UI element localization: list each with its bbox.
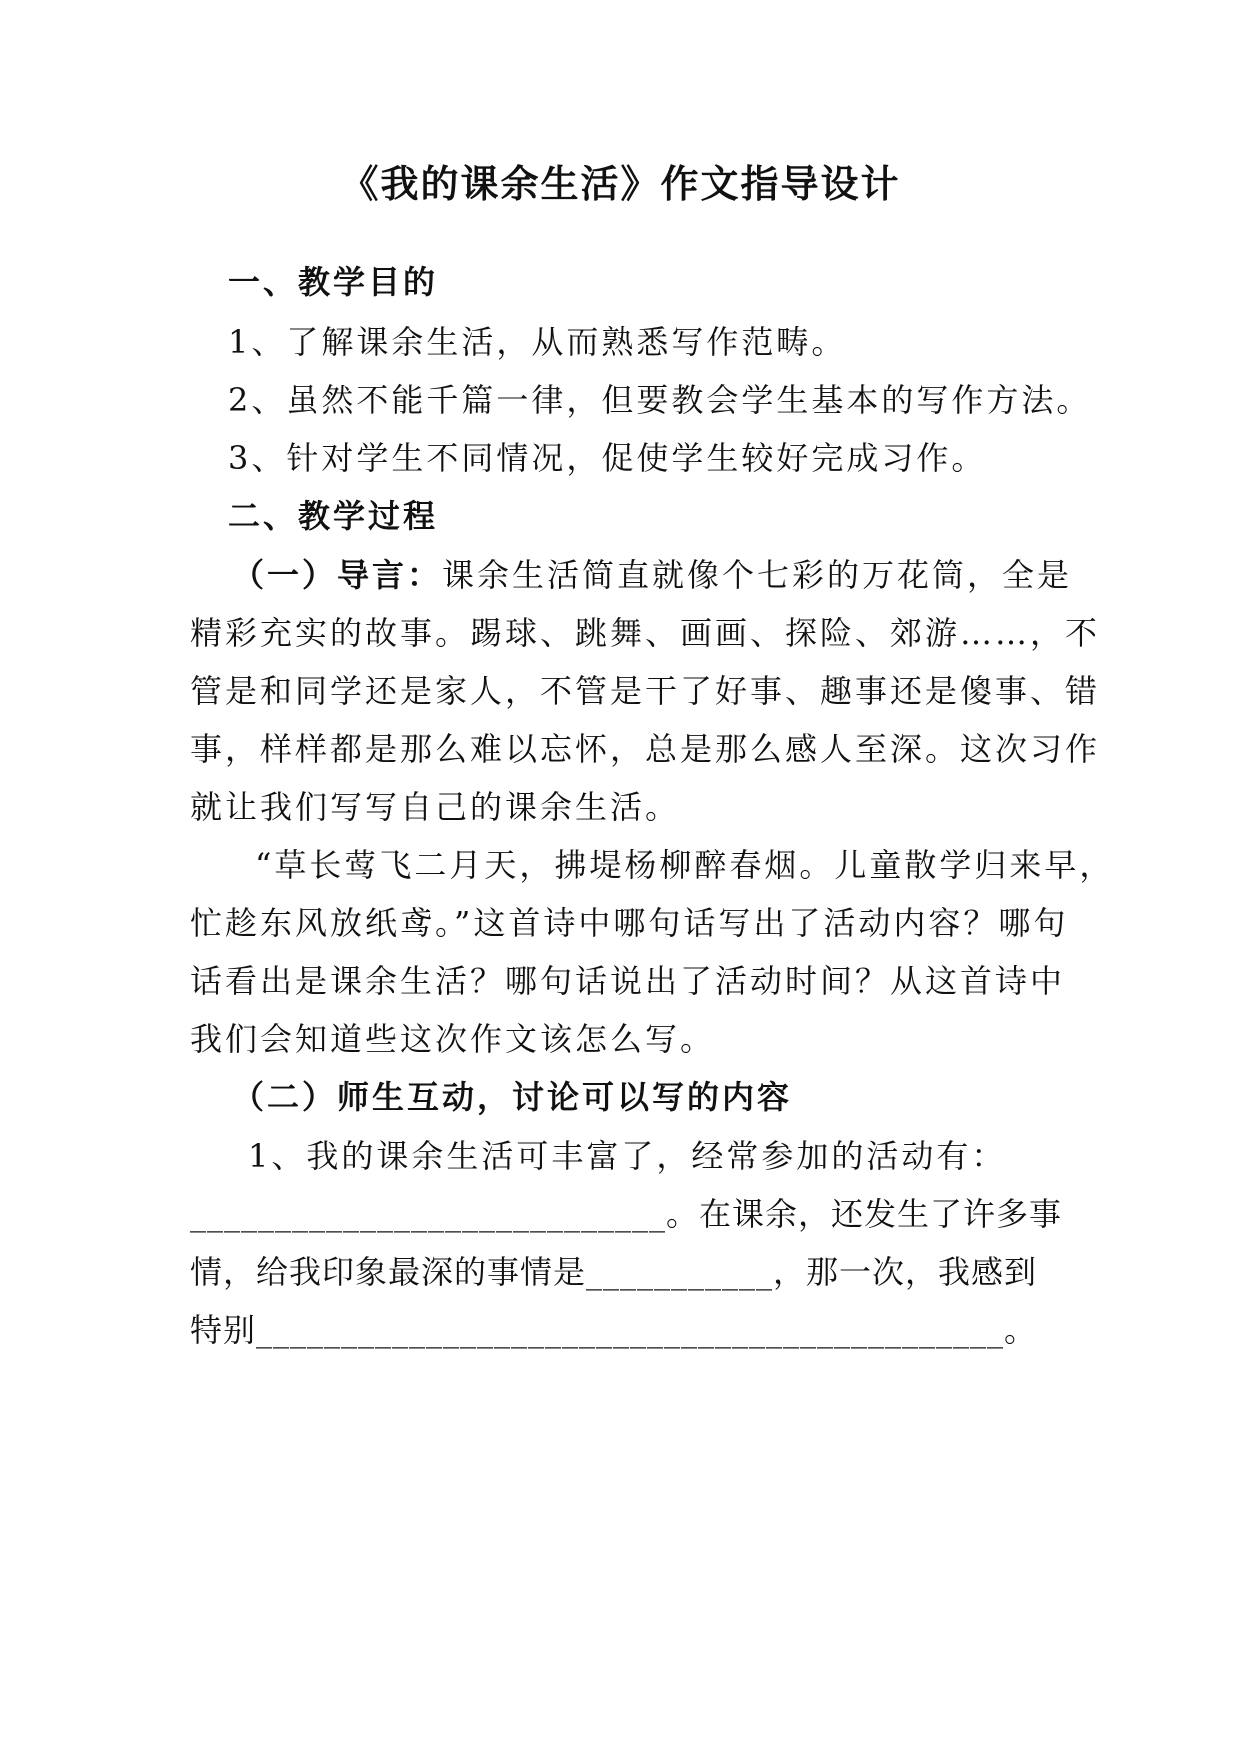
poem-line: 我们会知道些这次作文该怎么写。 [190,1020,716,1058]
intro-text: 课余生活简直就像个七彩的万花筒，全是 [442,556,1073,594]
poem-line: “草长莺飞二月天，拂堤杨柳醉春烟。儿童散学归来早， [255,846,1115,884]
paragraph-line: 事，样样都是那么难以忘怀，总是那么感人至深。这次习作 [190,730,1101,768]
section-subheading-discussion: （二）师生互动，讨论可以写的内容 [232,1078,793,1116]
objective-item: 1、了解课余生活，从而熟悉写作范畴。 [228,323,847,361]
poem-line: 话看出是课余生活？哪句话说出了活动时间？从这首诗中 [190,962,1066,1000]
paragraph-line: 精彩充实的故事。踢球、跳舞、画画、探险、郊游……，不 [190,614,1101,652]
section-heading-objectives: 一、教学目的 [228,263,439,301]
paragraph-line: 就让我们写写自己的课余生活。 [190,788,681,826]
paragraph-line: 管是和同学还是家人，不管是干了好事、趣事还是傻事、错 [190,672,1101,710]
fill-in-line: 1、我的课余生活可丰富了，经常参加的活动有： [248,1137,1007,1175]
paragraph-intro-first-line [232,555,1112,595]
document-title: 《我的课余生活》作文指导设计 [340,161,901,206]
section-heading-process: 二、教学过程 [228,497,439,535]
poem-line: 忙趁东风放纸鸢。”这首诗中哪句话写出了活动内容？哪句 [190,904,1069,942]
intro-label: （一）导言： [232,556,443,594]
fill-in-line: ____________________________。在课余，还发生了许多事 [190,1195,1063,1233]
objective-item: 2、虽然不能千篇一律，但要教会学生基本的写作方法。 [228,381,1092,419]
fill-in-line: 情，给我印象最深的事情是___________，那一次，我感到 [190,1253,1038,1291]
objective-item: 3、针对学生不同情况，促使学生较好完成习作。 [228,439,987,477]
fill-in-line: 特别____________________________________________。 [190,1311,1038,1349]
